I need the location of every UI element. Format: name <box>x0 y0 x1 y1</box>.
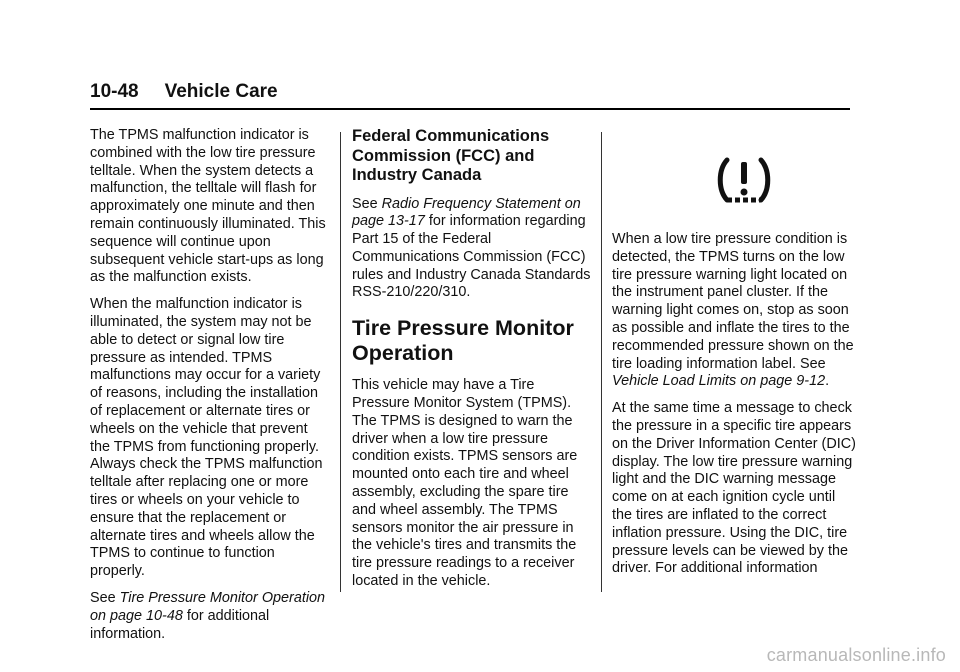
icon-container <box>612 131 856 231</box>
fcc-rest-text: for information regarding Part 15 of the Federal Communications Commission (FCC) rules and Industry Canada Standards RSS-210/220/310. <box>352 213 591 301</box>
tpms-heading: Tire Pressure Monitor Operation <box>352 316 574 366</box>
period-text: . <box>825 373 830 390</box>
vehicle-load-limits-link[interactable]: Vehicle Load Limits on page 9-12 <box>612 373 826 390</box>
paragraph-malfunction-indicator: The TPMS malfunction indicator is combined with the low tire pressure telltale. When the system detects a malfunction, the telltale will flash for approximately one minute and then remain continuously illuminated. This sequence will continue upon subsequent vehicle start-ups as long as the malfunction exists. <box>90 127 326 286</box>
paragraph-tpms: This vehicle may have a Tire Pressure Monitor System (TPMS). The TPMS is designed to warn the driver when a low tire pressure condition exists. TPMS sensors are mounted onto each tire and wheel assembly, excluding the spare tire and wheel assembly. The TPMS sensors monitor the air pressure in the vehicle's tires and transmits the tire pressure readings to a receiver located in the vehicle. <box>352 377 578 590</box>
section-title: Vehicle Care <box>164 81 278 102</box>
column-3 <box>612 127 856 587</box>
column-2 <box>352 127 592 600</box>
watermark: carmanualsonline.info <box>766 645 946 665</box>
paragraph-fcc <box>352 196 592 303</box>
column-divider-2 <box>601 132 602 592</box>
paragraph-see-also <box>90 590 330 643</box>
column-1 <box>90 127 330 652</box>
fcc-heading: Federal Communications Commission (FCC) and Industry Canada <box>352 127 550 184</box>
paragraph-malfunction-causes: When the malfunction indicator is illuminated, the system may not be able to detect or signal low tire pressure as intended. TPMS malfunctions may occur for a variety of reasons, including the installation of replacement or alternate tires or wheels on the vehicle that prevent the TPMS from functioning properly. Always check the TPMS malfunction telltale after replacing one or more tires or wheels on your vehicle to ensure that the replacement or alternate tires and wheels allow the TPMS to continue to function properly. <box>90 296 323 580</box>
low-tire-pressure-warning-icon <box>713 152 775 210</box>
column-divider-1 <box>340 132 341 592</box>
see-text: See <box>90 589 120 606</box>
fcc-cross-reference-link[interactable]: Radio Frequency Statement on page 13-17 <box>352 195 581 230</box>
page-header <box>90 80 850 110</box>
fcc-see-text: See <box>352 195 382 212</box>
low-pressure-text: When a low tire pressure condition is detected, the TPMS turns on the low tire pressure warning light located on the instrument panel cluster. If the warning light comes on, stop as soon as possible and inflate the tires to the recommended pressure shown on the tire loading information label. See <box>612 231 854 372</box>
see-rest-text: for additional information. <box>90 607 270 642</box>
paragraph-low-pressure-detected <box>612 231 856 391</box>
cross-reference-link[interactable]: Tire Pressure Monitor Operation on page 10-48 <box>90 589 326 624</box>
page-number: 10-48 <box>90 81 139 102</box>
paragraph-dic-message: At the same time a message to check the pressure in a specific tire appears on the Driver Information Center (DIC) display. The low tire pressure warning light and the DIC warning message come on at each ignition cycle until the tires are inflated to the correct inflation pressure. Using the DIC, tire pressure levels can be viewed by the driver. For additional information <box>612 400 856 577</box>
